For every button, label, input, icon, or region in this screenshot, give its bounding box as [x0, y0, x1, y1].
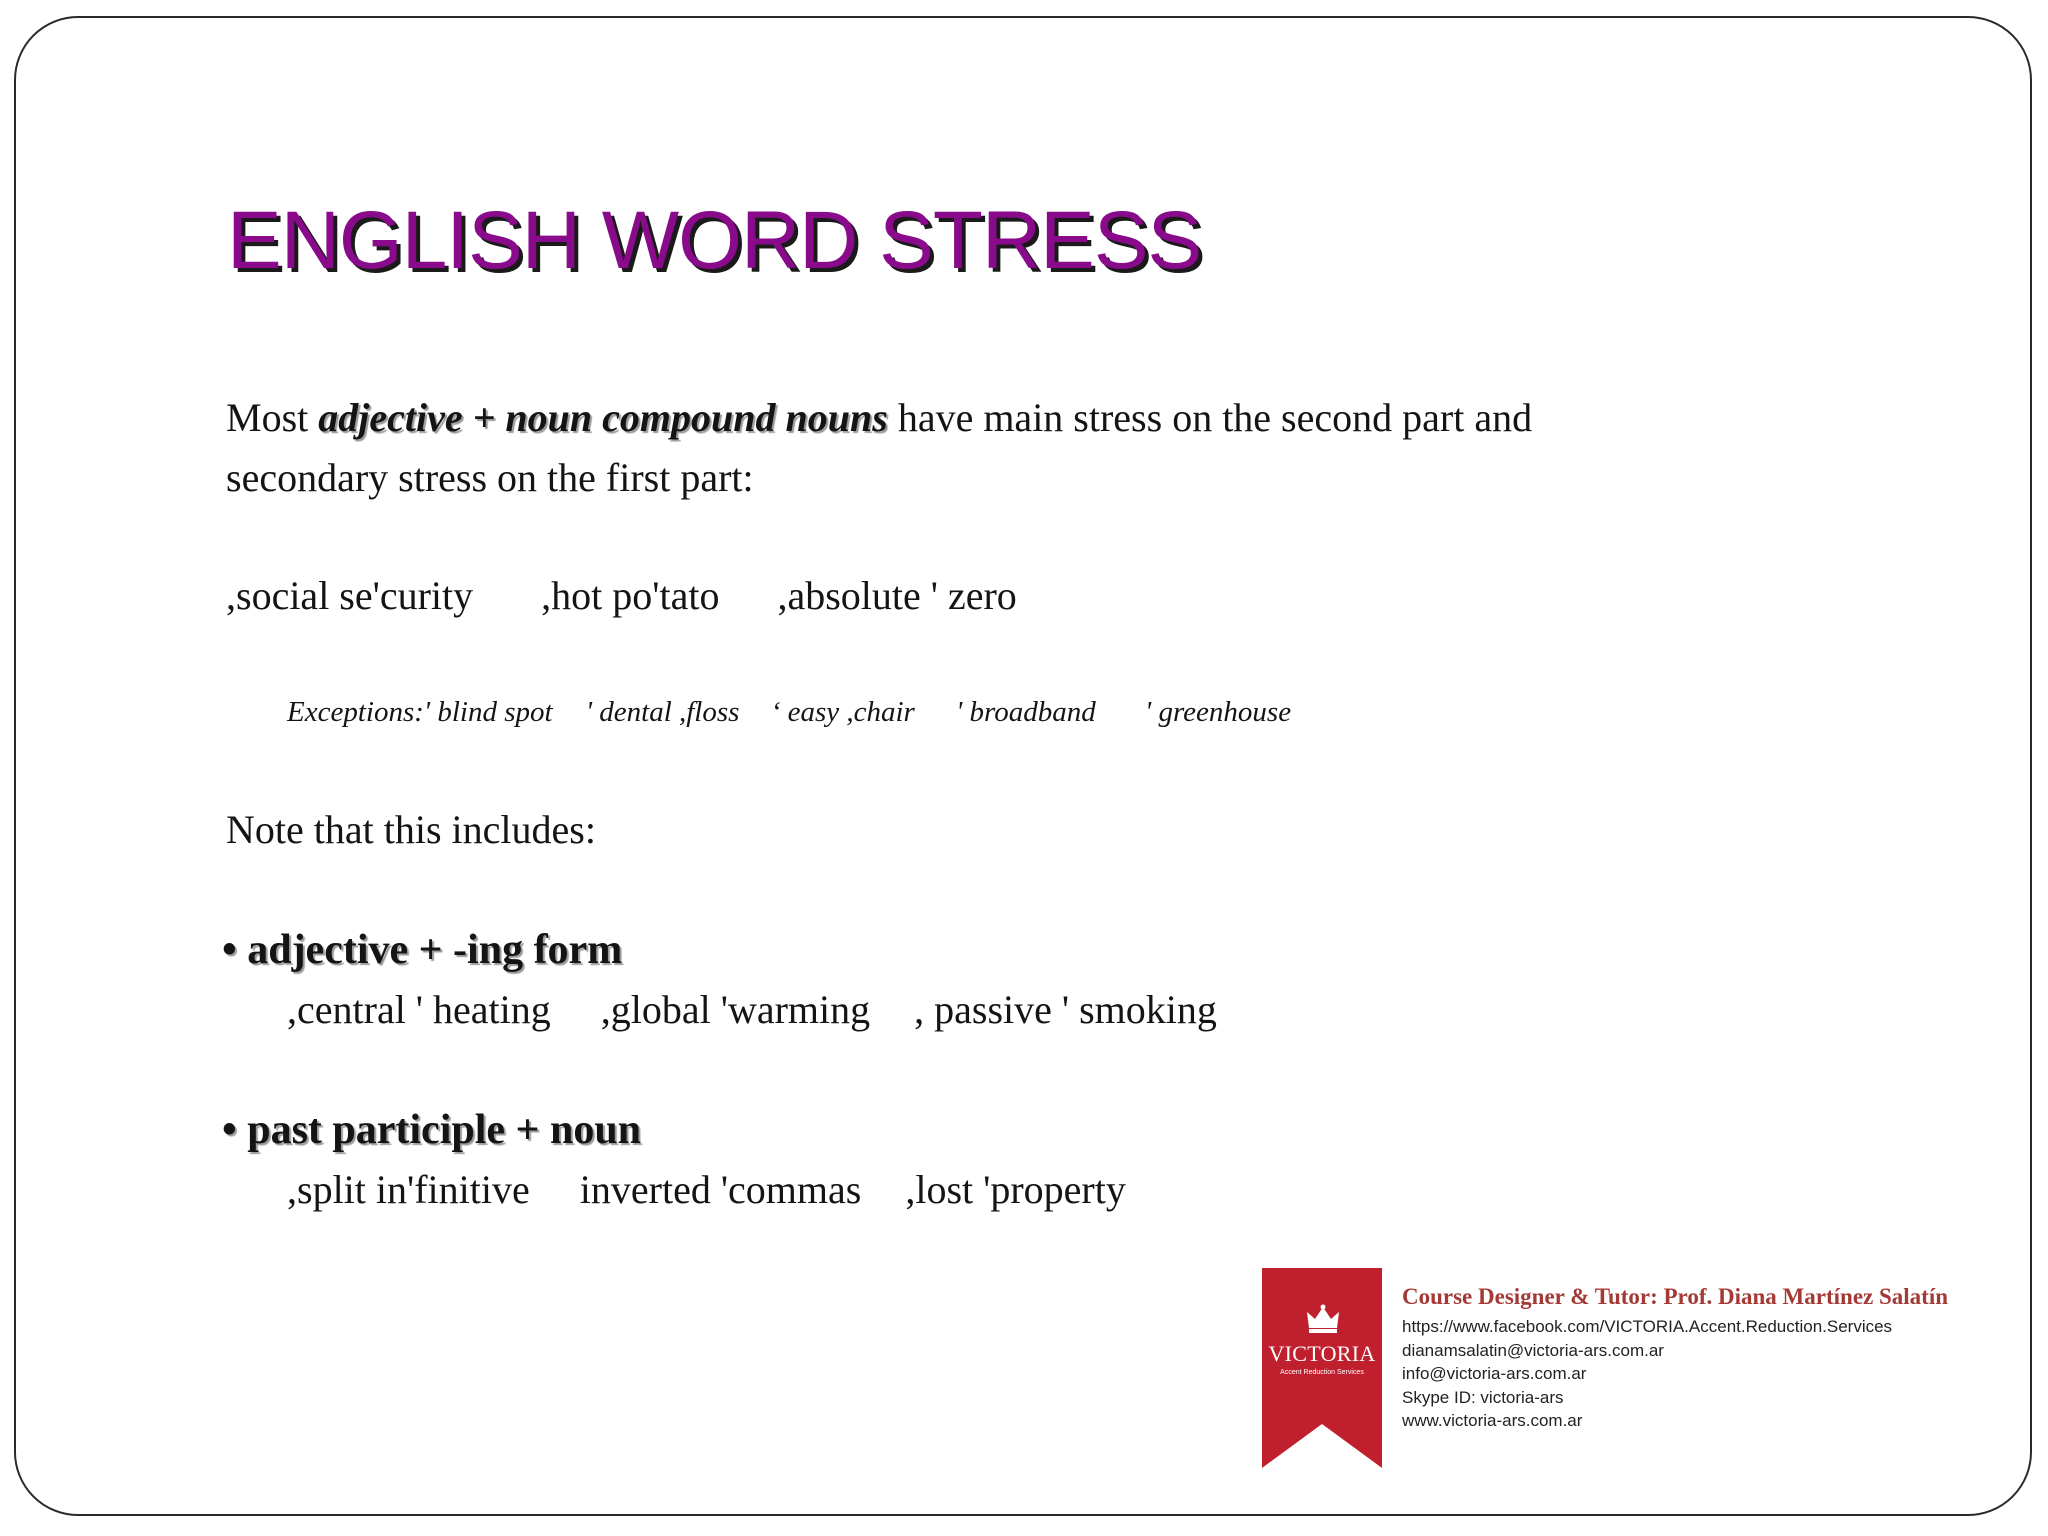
example-word: ,absolute ' zero — [777, 573, 1017, 618]
bullet-examples-past-participle — [287, 1166, 1126, 1213]
intro-text-after: have main stress on the second part and — [887, 395, 1533, 440]
example-words — [226, 572, 1017, 619]
exception-word: ' dental ,floss — [585, 696, 740, 728]
note-text: Note that this includes: — [226, 807, 596, 852]
exceptions-label: Exceptions: — [287, 696, 424, 728]
bullet-heading-ing-form: • adjective + -ing form — [222, 927, 623, 973]
intro-text-before: Most — [226, 395, 319, 440]
exception-word: ' greenhouse — [1145, 696, 1292, 728]
logo-subtitle: Accent Reduction Services — [1280, 1369, 1364, 1376]
logo-name: VICTORIA — [1268, 1341, 1376, 1366]
bullet-examples-ing-form — [287, 986, 1217, 1033]
example-word: ,lost 'property — [905, 1167, 1126, 1212]
example-word: ,social se'curity — [226, 573, 474, 618]
exception-word: ‘ easy ,chair — [770, 696, 915, 728]
intro-paragraph — [226, 388, 1532, 508]
email-diana[interactable]: dianamsalatin@victoria-ars.com.ar — [1402, 1340, 1664, 1360]
example-word: ,global 'warming — [600, 987, 871, 1032]
victoria-logo-banner — [1262, 1268, 1382, 1468]
footer-contact-info — [1402, 1282, 1948, 1433]
website-link[interactable]: www.victoria-ars.com.ar — [1402, 1411, 1583, 1430]
facebook-link[interactable]: https://www.facebook.com/VICTORIA.Accent.Reduction.Services — [1402, 1317, 1893, 1336]
intro-line-2: secondary stress on the first part: — [226, 455, 754, 500]
crown-icon — [1306, 1304, 1340, 1334]
example-word: ,hot po'tato — [541, 573, 720, 618]
exception-word: ' blind spot — [423, 696, 553, 728]
email-info[interactable]: info@victoria-ars.com.ar — [1402, 1364, 1587, 1383]
bullet-heading-past-participle: • past participle + noun — [222, 1107, 642, 1153]
skype-id: Skype ID: victoria-ars — [1402, 1387, 1564, 1407]
exception-word: ' broadband — [956, 696, 1096, 728]
slide-title: ENGLISH WORD STRESS — [227, 195, 1202, 286]
example-word: ,central ' heating — [287, 987, 551, 1032]
example-word: ,split in'finitive — [287, 1167, 530, 1212]
course-designer: Course Designer & Tutor: Prof. Diana Martínez Salatín — [1402, 1284, 1949, 1309]
example-word: inverted 'commas — [579, 1167, 862, 1212]
example-word: , passive ' smoking — [914, 987, 1217, 1032]
exceptions-line — [287, 696, 1291, 729]
intro-emphasis: adjective + noun compound nouns — [318, 395, 888, 440]
